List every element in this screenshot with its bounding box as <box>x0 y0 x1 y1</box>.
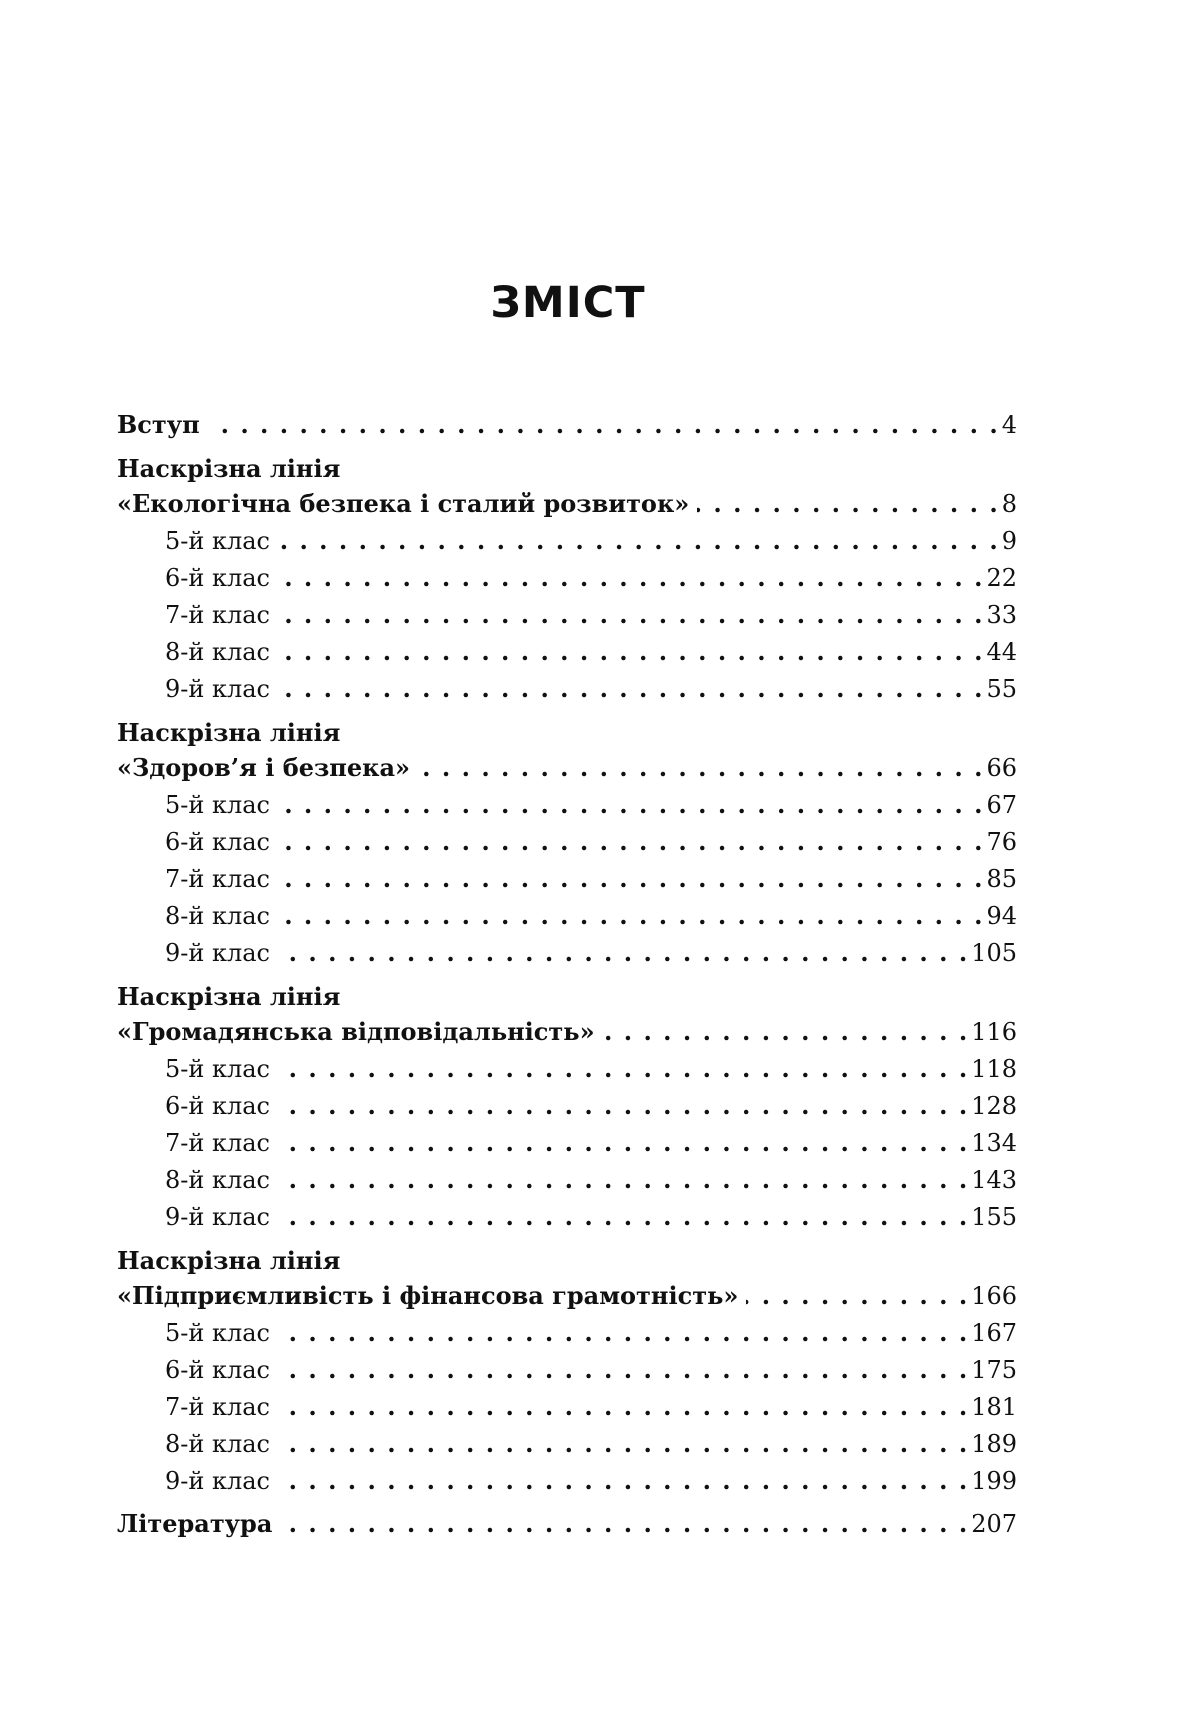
dot-leader <box>278 938 967 967</box>
toc-entry-label: 6-й клас <box>165 828 270 856</box>
toc-entry-grade[interactable] <box>117 674 1017 711</box>
dot-leader <box>697 489 997 518</box>
toc-entry-grade[interactable] <box>117 827 1017 864</box>
toc-entry-label: 8-й клас <box>165 1166 270 1194</box>
page-title: ЗМІСТ <box>490 278 646 328</box>
toc-page-number: 55 <box>986 675 1017 703</box>
dot-leader <box>278 1165 967 1194</box>
toc-entry-label: 9-й клас <box>165 1203 270 1231</box>
toc-entry-label: 9-й клас <box>165 939 270 967</box>
toc-entry-grade[interactable] <box>117 1318 1017 1355</box>
dot-leader <box>278 827 982 856</box>
toc-entry-label: 6-й клас <box>165 1356 270 1384</box>
section-heading: Наскрізна лінія <box>117 718 341 747</box>
toc-entry-label: 6-й клас <box>165 564 270 592</box>
toc-page-number: 8 <box>1001 490 1017 518</box>
toc-entry-grade[interactable] <box>117 1054 1017 1091</box>
dot-leader <box>278 1429 967 1458</box>
dot-leader <box>278 1392 967 1421</box>
toc-entry-label: Література <box>117 1509 273 1538</box>
toc-entry-label: «Здоров’я і безпека» <box>117 753 411 782</box>
toc-entry-label: 5-й клас <box>165 1055 270 1083</box>
dot-leader <box>746 1281 967 1310</box>
toc-entry-grade[interactable] <box>117 1091 1017 1128</box>
toc-entry-label: 8-й клас <box>165 902 270 930</box>
toc-entry-grade[interactable] <box>117 1202 1017 1239</box>
toc-entry-section[interactable] <box>117 1281 1017 1318</box>
toc-entry-grade[interactable] <box>117 600 1017 637</box>
toc-page-number: 128 <box>971 1092 1017 1120</box>
toc-entry-section[interactable] <box>117 1017 1017 1054</box>
toc-page-number: 116 <box>971 1018 1017 1046</box>
toc-entry-grade[interactable] <box>117 526 1017 563</box>
toc-page-number: 118 <box>971 1055 1017 1083</box>
dot-leader <box>278 563 982 592</box>
toc-entry-label: 7-й клас <box>165 1393 270 1421</box>
dot-leader <box>208 410 998 439</box>
toc-entry-label: 9-й клас <box>165 675 270 703</box>
toc-entry-grade[interactable] <box>117 1429 1017 1466</box>
dot-leader <box>278 1054 967 1083</box>
toc-page-number: 175 <box>971 1356 1017 1384</box>
toc-entry-grade[interactable] <box>117 563 1017 600</box>
toc-page-number: 85 <box>986 865 1017 893</box>
toc-page-number: 9 <box>1001 527 1017 555</box>
toc-section <box>117 982 1017 1239</box>
toc-page-number: 76 <box>986 828 1017 856</box>
toc-page-number: 44 <box>986 638 1017 666</box>
toc-entry-label: 7-й клас <box>165 601 270 629</box>
toc-entry-label: 7-й клас <box>165 1129 270 1157</box>
toc-entry-label: 5-й клас <box>165 791 270 819</box>
section-heading: Наскрізна лінія <box>117 1246 341 1275</box>
toc-entry-grade[interactable] <box>117 1128 1017 1165</box>
dot-leader <box>278 600 982 629</box>
toc-entry-label: 8-й клас <box>165 638 270 666</box>
dot-leader <box>278 1355 967 1384</box>
toc-section <box>117 454 1017 711</box>
section-heading: Наскрізна лінія <box>117 454 341 483</box>
toc-entry-label: «Підприємливість і фінансова грамотність» <box>117 1281 739 1310</box>
toc-entry-intro[interactable] <box>117 410 1017 447</box>
toc-entry-label: «Екологічна безпека і сталий розвиток» <box>117 489 690 518</box>
dot-leader <box>280 1509 967 1538</box>
toc-entry-label: 6-й клас <box>165 1092 270 1120</box>
toc-entry-label: 5-й клас <box>165 527 270 555</box>
dot-leader <box>278 637 982 666</box>
toc-entry-grade[interactable] <box>117 864 1017 901</box>
toc-entry-label: 7-й клас <box>165 865 270 893</box>
toc-entry-grade[interactable] <box>117 901 1017 938</box>
toc-page-number: 33 <box>986 601 1017 629</box>
toc-section <box>117 1246 1017 1503</box>
section-heading: Наскрізна лінія <box>117 982 341 1011</box>
dot-leader <box>278 1091 967 1120</box>
toc-entry-grade[interactable] <box>117 1466 1017 1503</box>
toc-entry-label: 8-й клас <box>165 1430 270 1458</box>
dot-leader <box>278 901 982 930</box>
dot-leader <box>278 674 982 703</box>
toc-page-number: 105 <box>971 939 1017 967</box>
toc-page-number: 155 <box>971 1203 1017 1231</box>
toc-page-number: 207 <box>971 1510 1017 1538</box>
toc-page-number: 134 <box>971 1129 1017 1157</box>
toc-entry-section[interactable] <box>117 489 1017 526</box>
toc-entry-literature[interactable] <box>117 1509 1017 1546</box>
toc-entry-label: «Громадянська відповідальність» <box>117 1017 595 1046</box>
toc-entry-label: 9-й клас <box>165 1467 270 1495</box>
toc-page-number: 199 <box>971 1467 1017 1495</box>
table-of-contents <box>117 410 1017 1546</box>
dot-leader <box>278 1318 967 1347</box>
dot-leader <box>278 1128 967 1157</box>
dot-leader <box>278 1202 967 1231</box>
toc-entry-grade[interactable] <box>117 1165 1017 1202</box>
toc-page-number: 143 <box>971 1166 1017 1194</box>
dot-leader <box>418 753 982 782</box>
toc-page-number: 189 <box>971 1430 1017 1458</box>
toc-page-number: 4 <box>1001 411 1017 439</box>
toc-page-number: 67 <box>986 791 1017 819</box>
toc-entry-label: 5-й клас <box>165 1319 270 1347</box>
toc-entry-section[interactable] <box>117 753 1017 790</box>
toc-page-number: 94 <box>986 902 1017 930</box>
toc-entry-grade[interactable] <box>117 938 1017 975</box>
toc-entry-grade[interactable] <box>117 790 1017 827</box>
dot-leader <box>278 864 982 893</box>
dot-leader <box>278 526 998 555</box>
dot-leader <box>603 1017 968 1046</box>
toc-entry-grade[interactable] <box>117 637 1017 674</box>
dot-leader <box>278 790 982 819</box>
toc-page-number: 166 <box>971 1282 1017 1310</box>
toc-entry-label: Вступ <box>117 410 200 439</box>
dot-leader <box>278 1466 967 1495</box>
toc-entry-grade[interactable] <box>117 1392 1017 1429</box>
toc-section <box>117 718 1017 975</box>
toc-page-number: 66 <box>986 754 1017 782</box>
toc-page-number: 167 <box>971 1319 1017 1347</box>
toc-page-number: 181 <box>971 1393 1017 1421</box>
toc-page-number: 22 <box>986 564 1017 592</box>
toc-entry-grade[interactable] <box>117 1355 1017 1392</box>
